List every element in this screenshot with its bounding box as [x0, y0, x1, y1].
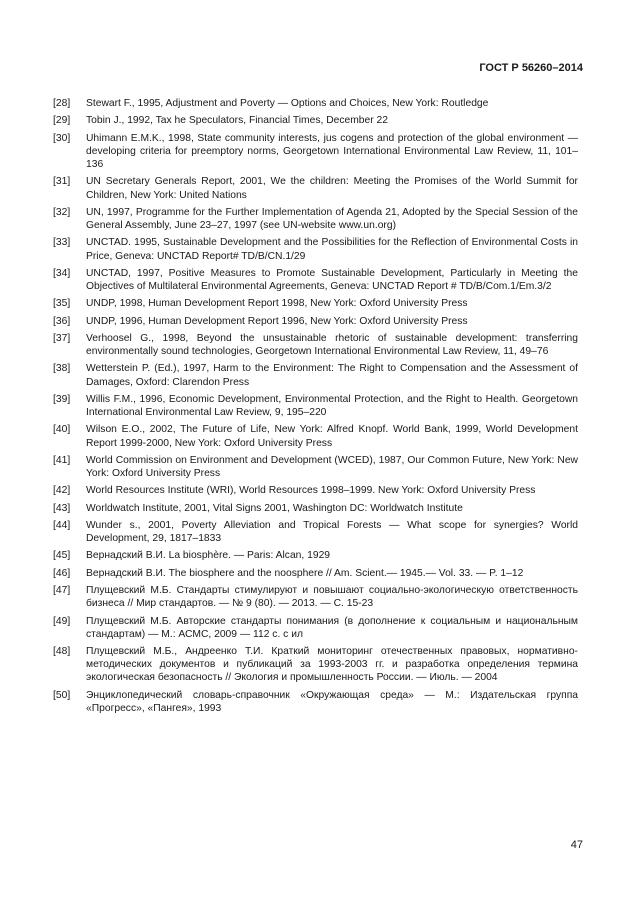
reference-item [53, 332, 578, 358]
reference-number: [45] [53, 550, 71, 562]
reference-item [53, 689, 578, 715]
document-header-standard: ГОСТ Р 56260–2014 [479, 62, 583, 74]
reference-text: World Commission on Environment and Development (WCED), 1987, Our Common Future, New York: New York: Oxford University Press [86, 454, 578, 480]
reference-number: [37] [53, 332, 71, 344]
reference-item [53, 549, 578, 562]
reference-text: Энциклопедический словарь-справочник «Окружающая среда» — М.: Издательская группа «Прогресс», «Пангея», 1993 [86, 689, 578, 714]
reference-number: [48] [53, 646, 71, 658]
reference-text: Wilson E.O., 2002, The Future of Life, New York: Alfred Knopf. World Bank, 1999, World Development Report 1999-2000, New York: Oxford University Press [86, 424, 578, 449]
reference-number: [32] [53, 206, 71, 218]
reference-item [53, 114, 578, 127]
reference-item [53, 206, 578, 232]
reference-text: UNDP, 1996, Human Development Report 1996, New York: Oxford University Press [86, 315, 468, 327]
reference-item [53, 502, 578, 515]
reference-number: [40] [53, 424, 71, 436]
reference-list [53, 97, 578, 719]
reference-number: [42] [53, 485, 71, 497]
reference-item [53, 362, 578, 388]
reference-text: Verhoosel G., 1998, Beyond the unsustainable rhetoric of sustainable development: transferring environmentally sound technologies, Georgetown International Environmental Law Review, 11, 49–76 [86, 332, 578, 358]
reference-number: [46] [53, 567, 71, 579]
reference-text: UN, 1997, Programme for the Further Implementation of Agenda 21, Adopted by the Special Session of the General Assembly, June 23–27, 1997 (see UN-website www.un.org) [86, 206, 578, 231]
reference-number: [43] [53, 502, 71, 514]
reference-text: Uhimann E.M.K., 1998, State community interests, jus cogens and protection of the global environment — developing criteria for preemptory norms, Georgetown International Environmental Law Review, 11, 101–136 [86, 132, 578, 170]
reference-text: UN Secretary Generals Report, 2001, We the children: Meeting the Promises of the World Summit for Children, New York: United Nations [86, 176, 578, 201]
reference-number: [28] [53, 98, 71, 109]
reference-item [53, 567, 578, 580]
reference-text: Вернадский В.И. The biosphere and the noosphere // Am. Scient.— 1945.— Vol. 33. — P. 1–12 [86, 567, 524, 579]
reference-text: Wunder s., 2001, Poverty Alleviation and Tropical Forests — What scope for synergies? World Development, 29, 1817–1833 [86, 519, 578, 545]
reference-item [53, 615, 578, 641]
reference-item [53, 297, 578, 310]
reference-number: [33] [53, 237, 71, 249]
reference-item [53, 423, 578, 449]
reference-number: [39] [53, 393, 71, 405]
reference-text: UNDP, 1998, Human Development Report 1998, New York: Oxford University Press [86, 298, 468, 310]
reference-item [53, 584, 578, 610]
page-number: 47 [570, 839, 583, 851]
reference-number: [35] [53, 298, 71, 310]
reference-item [53, 484, 578, 497]
reference-item [53, 267, 578, 293]
reference-text: Плущевский М.Б. Стандарты стимулируют и повышают социально-экологическую ответственность бизнеса // Мир стандартов. — № 9 (80). — 2013. — С. 15-23 [86, 585, 578, 610]
reference-item [53, 97, 578, 110]
reference-item [53, 519, 578, 545]
reference-number: [31] [53, 176, 71, 188]
reference-number: [47] [53, 585, 71, 597]
reference-text: Worldwatch Institute, 2001, Vital Signs 2001, Washington DC: Worldwatch Institute [86, 502, 463, 514]
reference-number: [50] [53, 689, 71, 701]
reference-text: UNCTAD, 1997, Positive Measures to Promote Sustainable Development, Particularly in Meeting the Objectives of Multilateral Environmental Agreements, Geneva: UNCTAD Report # TD/B/Com.1/Em.3/2 [86, 267, 578, 292]
reference-item [53, 393, 578, 419]
reference-text: Willis F.M., 1996, Economic Development, Environmental Protection, and the Right to Health. Georgetown International Environmental Law Review, 9, 195–220 [86, 393, 578, 419]
reference-number: [29] [53, 115, 71, 127]
reference-text: Плущевский М.Б., Андреенко Т.И. Краткий мониторинг отечественных правовых, нормативно-методических документов и публикаций за 1993-2003 гг. и разработка определения термина экологическая безопасность // Экология и промышленность России. — Июль. — 2004 [86, 646, 578, 684]
reference-number: [49] [53, 615, 71, 627]
reference-item [53, 645, 578, 685]
reference-number: [38] [53, 363, 71, 375]
reference-number: [34] [53, 267, 71, 279]
reference-text: Tobin J., 1992, Tax he Speculators, Financial Times, December 22 [86, 115, 389, 127]
reference-number: [30] [53, 132, 71, 144]
reference-text: Wetterstein P. (Ed.), 1997, Harm to the Environment: The Right to Compensation and the Assessment of Damages, Oxford: Clarendon Press [86, 363, 578, 388]
reference-number: [36] [53, 315, 71, 327]
reference-text: UNCTAD. 1995, Sustainable Development and the Possibilities for the Reflection of Environmental Costs in Price, Geneva: UNCTAD Report# TD/B/CN.1/29 [86, 237, 578, 262]
reference-item [53, 236, 578, 262]
reference-text: Вернадский В.И. La biosphère. — Paris: Alcan, 1929 [86, 550, 331, 562]
reference-text: Stewart F., 1995, Adjustment and Poverty — Options and Choices, New York: Routledge [86, 98, 489, 109]
reference-item [53, 454, 578, 480]
reference-item [53, 175, 578, 201]
reference-number: [41] [53, 454, 71, 466]
reference-text: World Resources Institute (WRI), World Resources 1998–1999. New York: Oxford University Press [86, 485, 536, 497]
reference-text: Плущевский М.Б. Авторские стандарты понимания (в дополнение к социальным и национальным стандартам) — М.: АСМС, 2009 — 112 с. с ил [86, 615, 578, 640]
reference-item [53, 315, 578, 328]
reference-number: [44] [53, 519, 71, 531]
reference-item [53, 132, 578, 172]
